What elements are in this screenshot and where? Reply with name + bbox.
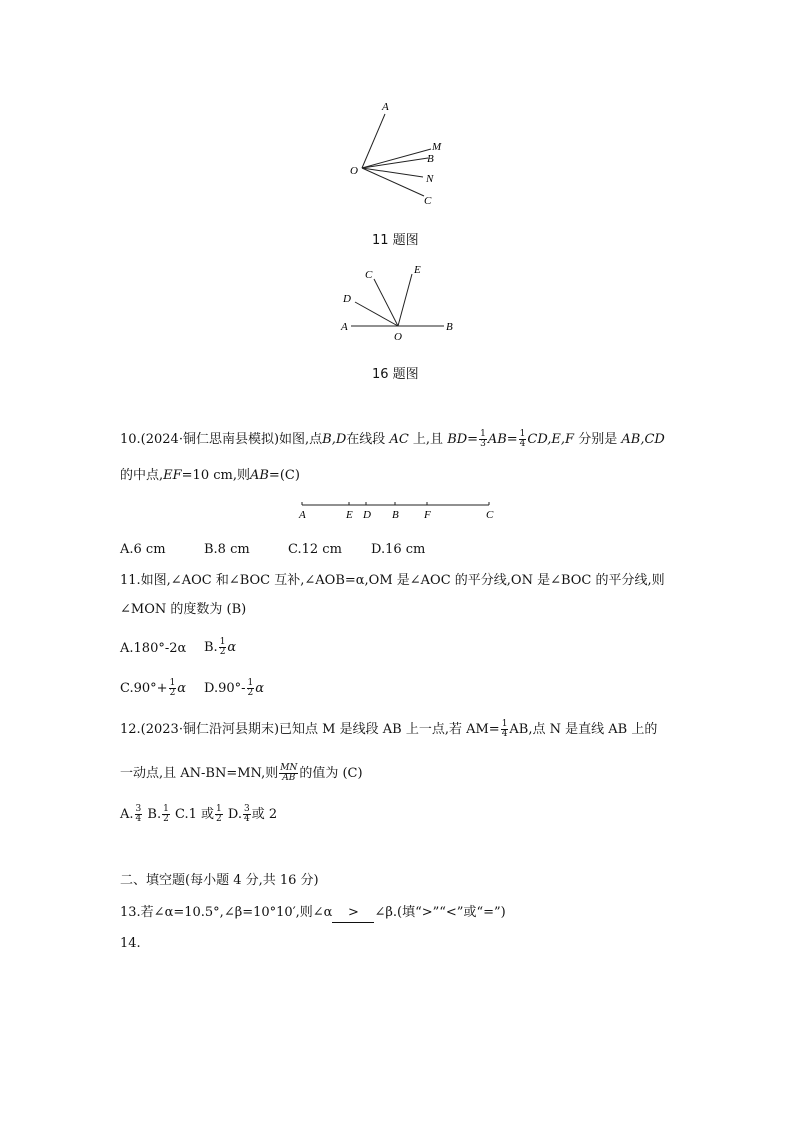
q12-optd-suffix: 或 2 [251, 807, 278, 822]
q12-optd-fraction [243, 805, 251, 824]
q11-optb-suffix: α [227, 640, 237, 655]
q13-suffix: ∠β.(填“>”“<”或“=”) [374, 905, 506, 920]
q11-optc-fraction [169, 679, 177, 698]
q10-mid2: 上,且 [412, 432, 444, 447]
fig11-label-a: A [382, 101, 389, 113]
q12-ratio-den: AB [282, 773, 296, 783]
q10-option-a: A.6 cm [120, 542, 166, 557]
q10-seg-label-f: F [424, 509, 431, 521]
q12-optc: C.1 或 [174, 807, 214, 822]
fig11-label-b: B [427, 153, 434, 165]
fig16-label-d: D [343, 293, 351, 305]
q11-option-d [204, 679, 264, 698]
q12-optb: B. [147, 807, 162, 822]
q10-bd: BD= [447, 432, 479, 447]
q11-optd-prefix: D.90°- [204, 681, 246, 696]
fig16-label-o: O [394, 331, 402, 343]
q11-line2: ∠MON 的度数为 (B) [120, 602, 247, 617]
q11-optd-fraction [247, 679, 255, 698]
q12-optd-den: 4 [243, 814, 250, 824]
q13-line [120, 904, 506, 923]
figure-16-diagram [336, 262, 460, 344]
q12-line1-a: 12.(2023·铜仁沿河县期末)已知点 M 是线段 AB 上一点,若 AM= [120, 722, 500, 737]
fig11-label-o: O [350, 165, 358, 177]
q12-optb-den: 2 [163, 814, 169, 824]
q12-opta: A. [120, 807, 134, 822]
q12-line2 [120, 764, 363, 783]
q11-optb-num: 1 [219, 637, 226, 647]
q10-line2-c: =(C) [268, 468, 300, 483]
section-2-title: 二、填空题(每小题 4 分,共 16 分) [120, 873, 319, 888]
fig16-label-e: E [414, 264, 421, 276]
fig16-label-a: A [341, 321, 348, 333]
q11-optd-num: 1 [247, 678, 254, 688]
q11-optc-prefix: C.90°+ [120, 681, 168, 696]
q10-points-bd: B,D [322, 432, 347, 447]
q10-mid1: 在线段 [346, 432, 386, 447]
fig11-label-n: N [426, 173, 434, 185]
q10-line2-b: =10 cm,则 [181, 468, 250, 483]
q10-seg-label-c: C [486, 509, 494, 521]
q10-fraction-1 [479, 430, 487, 449]
q12-opta-num: 3 [135, 804, 142, 814]
q10-seg-label-d: D [363, 509, 371, 521]
figure-11-diagram [340, 98, 450, 210]
q12-opta-fraction [135, 805, 143, 824]
q13-prefix: 13.若∠α=10.5°,∠β=10°10′,则∠α [120, 905, 333, 920]
figure-16-caption: 16 题图 [372, 367, 419, 382]
fig16-label-c: C [365, 269, 373, 281]
q10-f2-num: 1 [519, 429, 526, 439]
q10-mid3: 分别是 [578, 432, 618, 447]
q10-option-b: B.8 cm [204, 542, 250, 557]
q10-fraction-2 [519, 430, 527, 449]
q12-optc-fraction [215, 805, 223, 824]
q12-optb-num: 1 [163, 804, 169, 814]
q10-segment-diagram [296, 498, 496, 522]
q12-fraction [501, 720, 509, 739]
q12-opta-den: 4 [135, 814, 142, 824]
q10-segment-ac: AC [389, 432, 409, 447]
q12-line2-b: 的值为 (C) [299, 766, 363, 781]
q12-optc-num: 1 [216, 804, 222, 814]
q12-optd-num: 3 [243, 804, 250, 814]
q12-f-den: 4 [501, 729, 508, 739]
figure-11-caption: 11 题图 [372, 233, 419, 248]
q11-option-b [204, 638, 236, 657]
q10-seg-label-b: B [392, 509, 399, 521]
q11-optd-den: 2 [247, 688, 254, 698]
q12-ratio-num: MN [280, 763, 298, 773]
q11-optb-prefix: B. [204, 640, 218, 655]
q12-options [120, 805, 277, 824]
q10-seg-label-a: A [299, 509, 306, 521]
q10-option-c: C.12 cm [288, 542, 342, 557]
q10-line1 [120, 430, 665, 449]
q10-prefix: 10.(2024·铜仁思南县模拟)如图,点 [120, 432, 323, 447]
q10-ab: AB= [487, 432, 518, 447]
q10-abcd: AB,CD [621, 432, 665, 447]
q10-f1-num: 1 [480, 429, 486, 439]
q11-optd-suffix: α [255, 681, 265, 696]
q10-ab2: AB [249, 468, 269, 483]
fig11-label-c: C [424, 195, 432, 207]
q12-ratio-fraction [279, 764, 298, 783]
q12-line1 [120, 720, 657, 739]
q12-f-num: 1 [501, 719, 508, 729]
q12-optb-fraction [162, 805, 170, 824]
q11-optc-num: 1 [169, 678, 176, 688]
fig16-label-b: B [446, 321, 453, 333]
q12-optd: D. [227, 807, 242, 822]
q12-line2-a: 一动点,且 AN-BN=MN,则 [120, 766, 279, 781]
q10-f1-den: 3 [480, 439, 486, 449]
q10-line2 [120, 467, 300, 485]
q11-option-a: A.180°-2α [120, 641, 187, 656]
q10-line2-a: 的中点, [120, 468, 164, 483]
q13-answer-blank: > [332, 904, 374, 923]
q10-option-d: D.16 cm [371, 542, 426, 557]
fig11-label-m: M [432, 141, 442, 153]
q10-seg-label-e: E [346, 509, 353, 521]
q11-optc-den: 2 [169, 688, 176, 698]
q10-cd: CD,E,F [527, 432, 575, 447]
q11-optb-fraction [219, 638, 227, 657]
q10-ef: EF [163, 468, 182, 483]
q11-option-c [120, 679, 186, 698]
q11-optb-den: 2 [219, 647, 226, 657]
q10-f2-den: 4 [519, 439, 526, 449]
q14-label: 14. [120, 936, 141, 951]
q12-line1-b: AB,点 N 是直线 AB 上的 [509, 722, 658, 737]
q12-optc-den: 2 [216, 814, 222, 824]
q11-optc-suffix: α [177, 681, 187, 696]
q11-line1: 11.如图,∠AOC 和∠BOC 互补,∠AOB=α,OM 是∠AOC 的平分线,ON 是∠BOC 的平分线,则 [120, 573, 665, 588]
